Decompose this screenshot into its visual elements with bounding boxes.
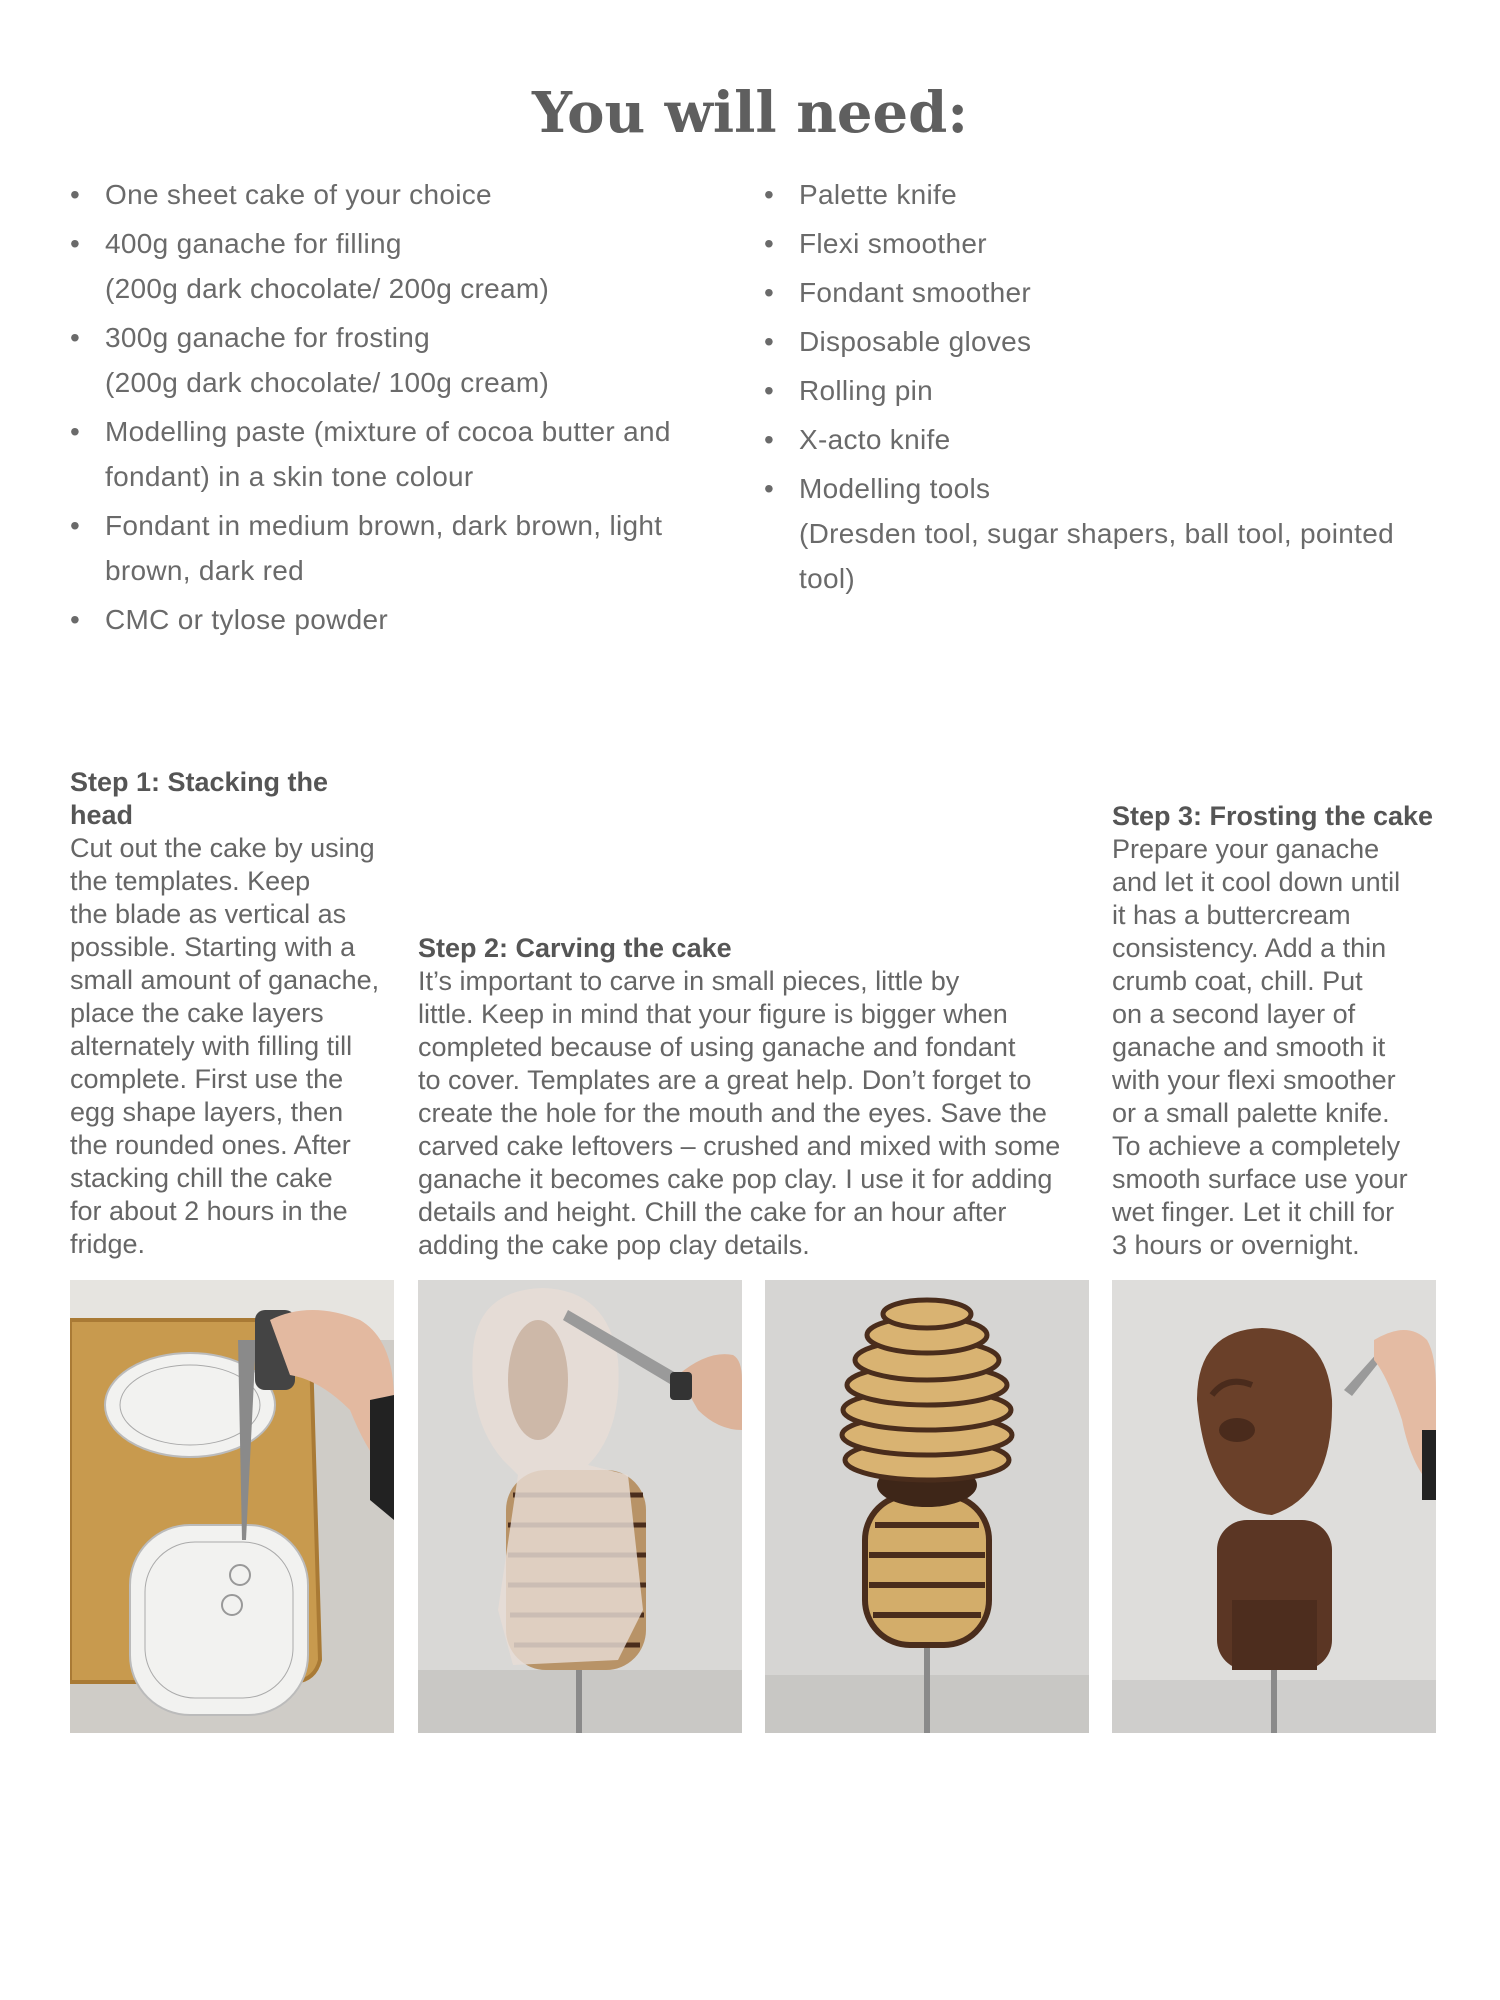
step-body-line: or a small palette knife. xyxy=(1112,1098,1390,1128)
cake-template-photo xyxy=(70,1280,394,1733)
tool-subtext: tool) xyxy=(799,563,855,594)
step-body-line: with your flexi smoother xyxy=(1112,1065,1396,1095)
step-body-line: little. Keep in mind that your figure is bigger when xyxy=(418,999,1008,1029)
list-item xyxy=(70,315,730,405)
step-body-line: wet finger. Let it chill for xyxy=(1112,1197,1395,1227)
step-body-line: and let it cool down until xyxy=(1112,867,1401,897)
step-body-line: 3 hours or overnight. xyxy=(1112,1230,1360,1260)
page-title: You will need: xyxy=(532,80,968,146)
step-1-title xyxy=(70,766,400,832)
step-body-line: Prepare your ganache xyxy=(1112,834,1380,864)
list-item xyxy=(70,172,730,217)
step-body-line: the templates. Keep xyxy=(70,866,311,896)
tool-text: Rolling pin xyxy=(799,375,934,406)
photo-stacked-layers xyxy=(765,1280,1089,1733)
photo-cutting-templates xyxy=(70,1280,394,1733)
step-body-line: carved cake leftovers – crushed and mixed with some xyxy=(418,1131,1061,1161)
step-1-body xyxy=(70,832,400,1261)
step-body-line: the rounded ones. After xyxy=(70,1130,351,1160)
step-3-body xyxy=(1112,833,1452,1262)
tool-text: Modelling tools xyxy=(799,473,991,504)
list-item xyxy=(764,466,1434,601)
step-body-line: ganache it becomes cake pop clay. I use it for adding xyxy=(418,1164,1053,1194)
step-body-line: Cut out the cake by using xyxy=(70,833,375,863)
list-item xyxy=(70,503,730,593)
step-body-line: stacking chill the cake xyxy=(70,1163,333,1193)
step-body-line: To achieve a completely xyxy=(1112,1131,1401,1161)
step-body-line: for about 2 hours in the xyxy=(70,1196,348,1226)
step-body-line: create the hole for the mouth and the eyes. Save the xyxy=(418,1098,1047,1128)
step-body-line: the blade as vertical as xyxy=(70,899,347,929)
ingredient-text: CMC or tylose powder xyxy=(105,604,388,635)
photo-carving-template xyxy=(418,1280,742,1733)
ingredient-subtext: brown, dark red xyxy=(105,555,305,586)
step-body-line: completed because of using ganache and fondant xyxy=(418,1032,1016,1062)
ingredient-text: Fondant in medium brown, dark brown, light xyxy=(105,510,663,541)
tool-subtext: (Dresden tool, sugar shapers, ball tool, pointed xyxy=(799,518,1394,549)
step-2-body xyxy=(418,965,1098,1262)
step-body-line: alternately with filling till xyxy=(70,1031,353,1061)
stacked-cake-photo xyxy=(765,1280,1089,1733)
step-body-line: egg shape layers, then xyxy=(70,1097,344,1127)
step-body-line: to cover. Templates are a great help. Don’t forget to xyxy=(418,1065,1032,1095)
step-2-title: Step 2: Carving the cake xyxy=(418,933,732,963)
step-body-line: complete. First use the xyxy=(70,1064,344,1094)
carving-photo xyxy=(418,1280,742,1733)
ingredient-subtext: fondant) in a skin tone colour xyxy=(105,461,474,492)
step-body-line: place the cake layers xyxy=(70,998,324,1028)
list-item xyxy=(764,319,1434,364)
step-title-line: head xyxy=(70,800,134,830)
step-body-line: It’s important to carve in small pieces, little by xyxy=(418,966,960,996)
list-item xyxy=(764,172,1434,217)
ingredient-subtext: (200g dark chocolate/ 100g cream) xyxy=(105,367,550,398)
step-body-line: ganache and smooth it xyxy=(1112,1032,1386,1062)
step-2 xyxy=(418,932,1098,1262)
frosted-figure-photo xyxy=(1112,1280,1436,1733)
step-3-title: Step 3: Frosting the cake xyxy=(1112,801,1434,831)
ingredients-list xyxy=(70,172,730,646)
tool-text: Disposable gloves xyxy=(799,326,1032,357)
step-body-line: fridge. xyxy=(70,1229,146,1259)
step-body-line: it has a buttercream xyxy=(1112,900,1351,930)
tool-text: Flexi smoother xyxy=(799,228,987,259)
list-item xyxy=(70,597,730,642)
tool-text: X-acto knife xyxy=(799,424,951,455)
step-body-line: smooth surface use your xyxy=(1112,1164,1408,1194)
ingredient-text: One sheet cake of your choice xyxy=(105,179,492,210)
step-body-line: adding the cake pop clay details. xyxy=(418,1230,810,1260)
step-body-line: small amount of ganache, xyxy=(70,965,380,995)
tools-list xyxy=(764,172,1434,605)
tool-text: Fondant smoother xyxy=(799,277,1032,308)
list-item xyxy=(764,221,1434,266)
step-3 xyxy=(1112,800,1452,1262)
step-body-line: on a second layer of xyxy=(1112,999,1356,1029)
list-item xyxy=(764,417,1434,462)
photo-frosted-figure xyxy=(1112,1280,1436,1733)
list-item xyxy=(70,409,730,499)
step-body-line: consistency. Add a thin xyxy=(1112,933,1387,963)
ingredient-text: Modelling paste (mixture of cocoa butter and xyxy=(105,416,671,447)
step-body-line: details and height. Chill the cake for an hour after xyxy=(418,1197,1007,1227)
list-item xyxy=(764,368,1434,413)
step-title-line: Step 1: Stacking the xyxy=(70,767,329,797)
ingredient-text: 400g ganache for filling xyxy=(105,228,402,259)
ingredient-subtext: (200g dark chocolate/ 200g cream) xyxy=(105,273,550,304)
list-item xyxy=(764,270,1434,315)
step-body-line: crumb coat, chill. Put xyxy=(1112,966,1363,996)
list-item xyxy=(70,221,730,311)
step-1 xyxy=(70,766,400,1261)
ingredient-text: 300g ganache for frosting xyxy=(105,322,431,353)
step-body-line: possible. Starting with a xyxy=(70,932,356,962)
tool-text: Palette knife xyxy=(799,179,957,210)
